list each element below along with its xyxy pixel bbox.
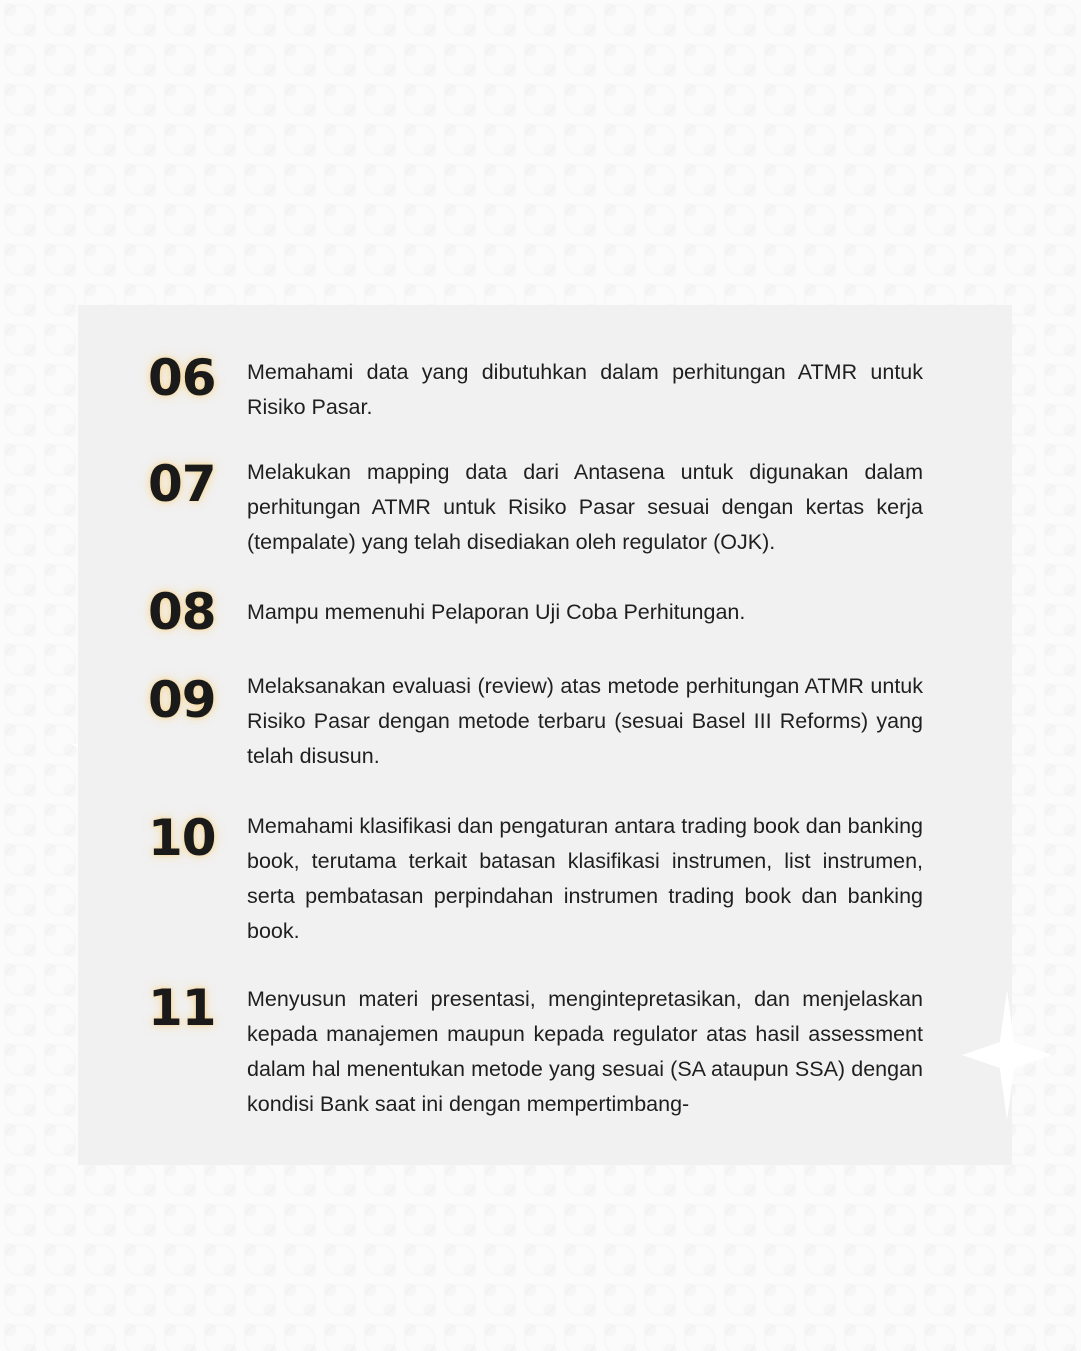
- item-number: 11: [148, 979, 216, 1037]
- item-number: 10: [148, 809, 216, 867]
- item-number: 06: [148, 349, 216, 407]
- item-number: 08: [148, 583, 216, 641]
- item-number: 09: [148, 671, 216, 729]
- item-text: Mampu memenuhi Pelaporan Uji Coba Perhitungan.: [247, 600, 746, 624]
- item-number: 07: [148, 455, 216, 513]
- item-text: Memahami data yang dibutuhkan dalam perhitungan ATMR untuk Risiko Pasar.: [247, 360, 923, 419]
- item-text: Melaksanakan evaluasi (review) atas metode perhitungan ATMR untuk Risiko Pasar dengan metode terbaru (sesuai Basel III Reforms) yang telah disusun.: [247, 674, 923, 768]
- item-text: Memahami klasifikasi dan pengaturan antara trading book dan banking book, terutama terkait batasan klasifikasi instrumen, list instrumen, serta pembatasan perpindahan instrumen trading book dan banking book.: [247, 814, 923, 943]
- item-text: Melakukan mapping data dari Antasena untuk digunakan dalam perhitungan ATMR untuk Risiko Pasar sesuai dengan kertas kerja (tempalate) yang telah disediakan oleh regulator (OJK).: [247, 460, 923, 554]
- item-text: Menyusun materi presentasi, mengintepretasikan, dan menjelaskan kepada manajemen maupun kepada regulator atas hasil assessment dalam hal menentukan metode yang sesuai (SA ataupun SSA) dengan kondisi Bank saat ini dengan mempertimbang-: [247, 987, 923, 1116]
- content-card: [78, 305, 1012, 1165]
